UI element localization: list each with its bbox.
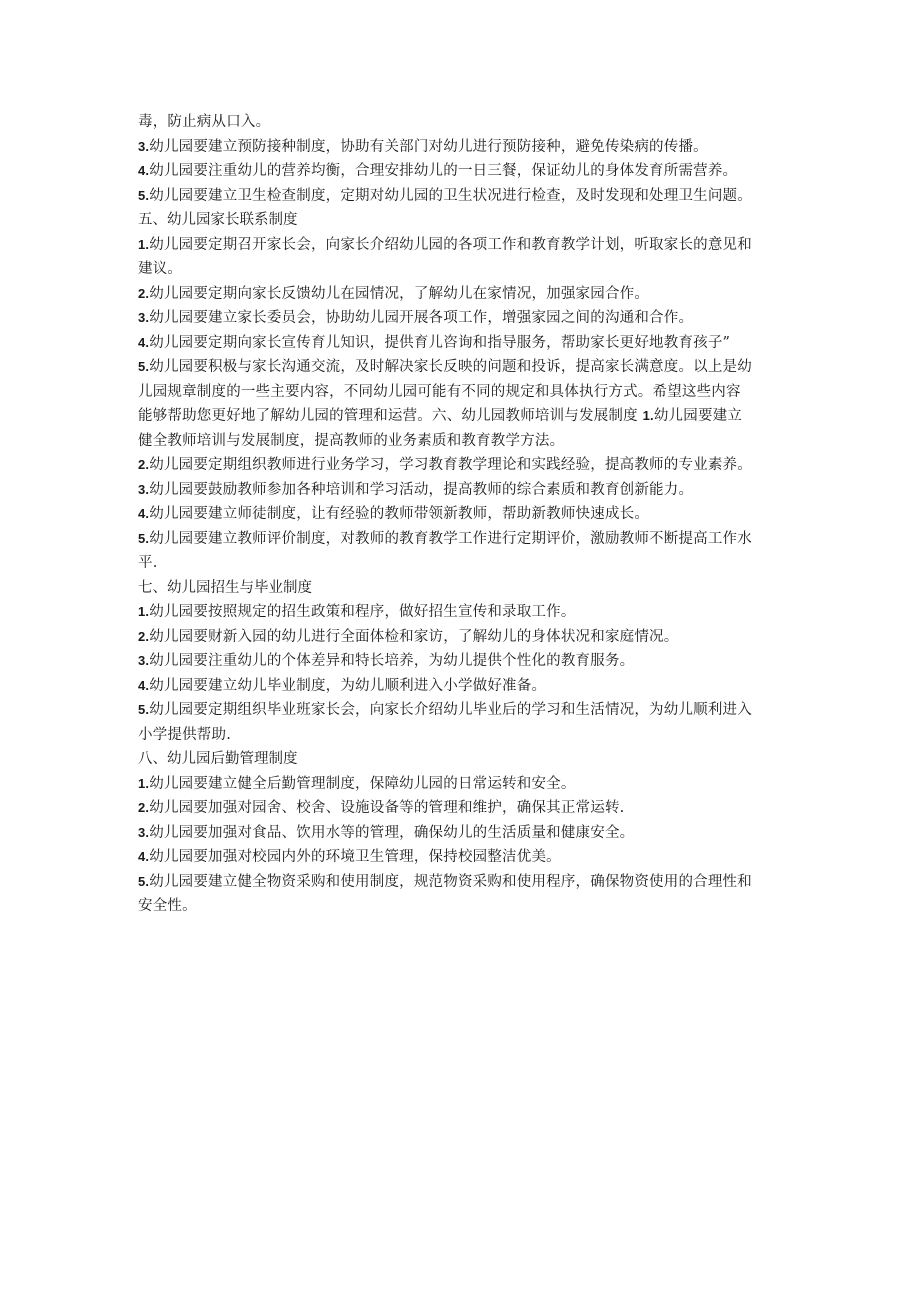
text-line [138, 845, 786, 870]
line-text: 幼儿园要定期组织教师进行业务学习，学习教育教学理论和实践经验，提高教师的专业素养。 [149, 457, 752, 473]
text-line [138, 110, 786, 135]
text-line [138, 429, 786, 454]
item-number: 5. [138, 359, 150, 374]
item-number: 2. [138, 457, 150, 472]
line-text: 幼儿园要积极与家长沟通交流，及时解决家长反映的问题和投诉，提高家长满意度。以上是幼 [149, 359, 752, 375]
line-text: 八、幼儿园后勤管理制度 [138, 751, 298, 767]
item-number: 4. [138, 334, 150, 350]
line-text: 幼儿园要建立师徒制度，让有经验的教师带领新教师，帮助新教师快速成长。 [149, 506, 650, 522]
text-line [138, 135, 786, 160]
text-line [138, 527, 786, 552]
text-line [138, 698, 786, 723]
item-number: 4. [138, 506, 150, 521]
document-page [138, 110, 786, 919]
item-number: 5. [138, 187, 150, 203]
item-number: 5. [138, 873, 150, 889]
text-line [138, 184, 786, 209]
item-number: 1. [138, 236, 150, 252]
text-line [138, 551, 786, 576]
line-text: 安全性。 [138, 898, 197, 914]
text-line [138, 796, 786, 821]
text-line [138, 453, 786, 478]
line-text: 幼儿园要建立健全物资采购和使用制度，规范物资采购和使用程序，确保物资使用的合理性和 [149, 873, 752, 890]
text-line [138, 159, 786, 184]
item-number: 3. [138, 653, 150, 668]
text-line [138, 600, 786, 625]
text-line [138, 282, 786, 307]
text-line [138, 723, 786, 748]
line-text: 幼儿园要建立幼儿毕业制度，为幼儿顺利进入小学做好准备。 [149, 677, 547, 694]
line-text: 幼儿园要定期向家长宣传育儿知识，提供育儿咨询和指导服务，帮助家长更好地教育孩子” [149, 334, 731, 351]
line-text: 幼儿园要建立 [653, 408, 743, 424]
item-number: 4. [138, 849, 150, 864]
line-text: 幼儿园要定期召开家长会，向家长介绍幼儿园的各项工作和教育教学计划，听取家长的意见和 [149, 236, 752, 253]
item-number: 3. [138, 481, 150, 497]
line-text: 毒，防止病从口入。 [138, 114, 271, 130]
text-line [138, 894, 786, 919]
line-text: 健全教师培训与发展制度，提高教师的业务素质和教育教学方法。 [138, 432, 565, 449]
line-text: 幼儿园要定期向家长反馈幼儿在园情况，了解幼儿在家情况，加强家园合作。 [149, 285, 650, 302]
line-text: 幼儿园要建立健全后勤管理制度，保障幼儿园的日常运转和安全。 [149, 775, 576, 792]
line-text: 幼儿园要按照规定的招生政策和程序，做好招生宣传和录取工作。 [149, 604, 576, 620]
text-line [138, 821, 786, 846]
text-line [138, 478, 786, 503]
item-number: 5. [138, 702, 150, 717]
section-heading [138, 208, 786, 233]
item-number: 1. [138, 604, 150, 619]
text-line [138, 331, 786, 356]
line-text: 幼儿园要注重幼儿的个体差异和特长培养，为幼儿提供个性化的教育服务。 [149, 653, 635, 669]
line-text: 幼儿园要加强对食品、饮用水等的管理，确保幼儿的生活质量和健康安全。 [149, 824, 635, 841]
section-heading [138, 576, 786, 601]
text-line [138, 674, 786, 699]
line-text: 能够帮助您更好地了解幼儿园的管理和运营。六、幼儿园教师培训与发展制度 [138, 408, 643, 424]
text-line [138, 649, 786, 674]
item-number: 2. [138, 628, 150, 644]
item-number: 1. [138, 775, 150, 791]
text-line [138, 306, 786, 331]
line-text: 幼儿园要建立教师评价制度，对教师的教育教学工作进行定期评价，激励教师不断提高工作水 [149, 530, 752, 547]
text-line [138, 257, 786, 282]
line-text: 幼儿园要加强对园舍、校舍、设施设备等的管理和维护，确保其正常运转. [149, 800, 625, 816]
item-number: 3. [138, 824, 150, 840]
item-number: 1. [642, 408, 654, 423]
item-number: 4. [138, 163, 150, 178]
text-line [138, 625, 786, 650]
line-text: 幼儿园要注重幼儿的营养均衡，合理安排幼儿的一日三餐，保证幼儿的身体发育所需营养。 [149, 163, 738, 179]
line-text: 七、幼儿园招生与毕业制度 [138, 579, 312, 596]
line-text: 幼儿园要加强对校园内外的环境卫生管理，保持校园整洁优美。 [149, 849, 561, 865]
item-number: 3. [138, 138, 150, 154]
line-text: 幼儿园要鼓励教师参加各种培训和学习活动，提高教师的综合素质和教育创新能力。 [149, 481, 694, 498]
line-text: 幼儿园要建立预防接种制度，协助有关部门对幼儿进行预防接种，避免传染病的传播。 [149, 138, 708, 155]
text-line [138, 404, 786, 429]
text-line [138, 772, 786, 797]
line-text: 幼儿园要定期组织毕业班家长会，向家长介绍幼儿毕业后的学习和生活情况，为幼儿顺利进入 [149, 702, 752, 718]
text-line [138, 870, 786, 895]
item-number: 3. [138, 310, 150, 325]
text-line [138, 380, 786, 405]
line-text: 建议。 [138, 261, 183, 277]
line-text: 平. [138, 555, 158, 571]
item-number: 2. [138, 800, 150, 815]
line-text: 五、幼儿园家长联系制度 [138, 212, 298, 228]
item-number: 4. [138, 677, 150, 693]
line-text: 幼儿园要建立家长委员会，协助幼儿园开展各项工作，增强家园之间的沟通和合作。 [149, 310, 694, 326]
item-number: 5. [138, 530, 150, 546]
item-number: 2. [138, 285, 150, 301]
section-heading [138, 747, 786, 772]
line-text: 小学提供帮助. [138, 726, 232, 743]
text-line [138, 502, 786, 527]
line-text: 儿园规章制度的一些主要内容，不同幼儿园可能有不同的规定和具体执行方式。希望这些内容 [138, 383, 741, 400]
line-text: 幼儿园要财新入园的幼儿进行全面体检和家访，了解幼儿的身体状况和家庭情况。 [149, 628, 679, 645]
text-line [138, 355, 786, 380]
line-text: 幼儿园要建立卫生检查制度，定期对幼儿园的卫生状况进行检查，及时发现和处理卫生问题。 [149, 187, 752, 204]
text-line [138, 233, 786, 258]
